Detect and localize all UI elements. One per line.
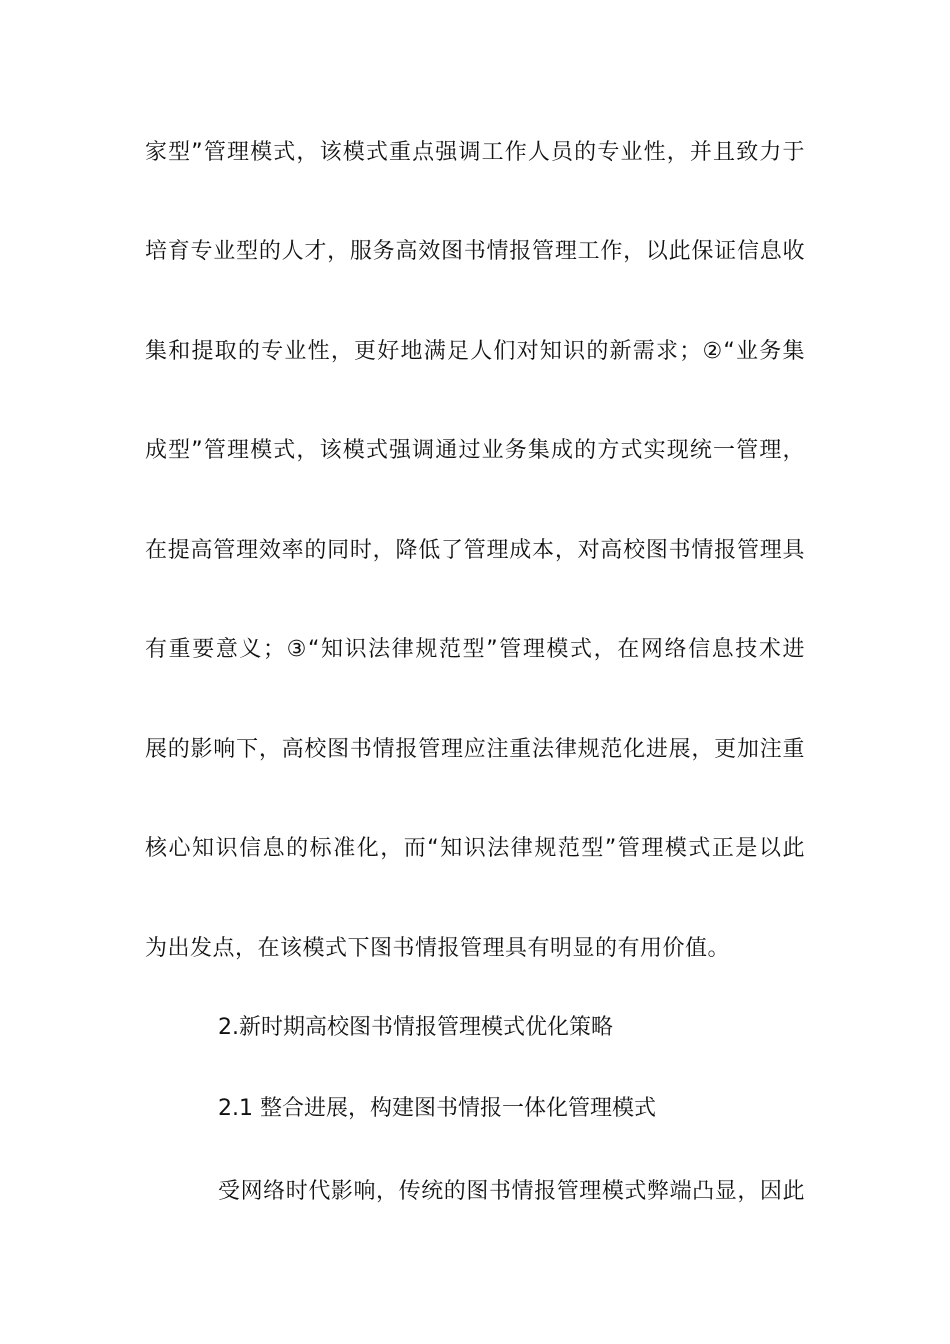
body-text-line-last: 为出发点，在该模式下图书情报管理具有明显的有用价值。 [145, 936, 731, 961]
subsection-heading: 2.1 整合进展，构建图书情报一体化管理模式 [218, 1096, 656, 1121]
body-text-line: 有重要意义；③“知识法律规范型”管理模式，在网络信息技术进 [145, 637, 805, 662]
body-text-line: 家型”管理模式，该模式重点强调工作人员的专业性，并且致力于 [145, 140, 805, 165]
body-text-line: 展的影响下，高校图书情报管理应注重法律规范化进展，更加注重 [145, 737, 805, 762]
paragraph-first-line: 受网络时代影响，传统的图书情报管理模式弊端凸显，因此 [218, 1179, 805, 1204]
section-heading: 2.新时期高校图书情报管理模式优化策略 [218, 1015, 613, 1040]
body-text-line: 集和提取的专业性，更好地满足人们对知识的新需求；②“业务集 [145, 339, 805, 364]
body-text-line: 成型”管理模式，该模式强调通过业务集成的方式实现统一管理， [145, 438, 805, 463]
body-text-line: 核心知识信息的标准化，而“知识法律规范型”管理模式正是以此 [145, 836, 805, 861]
body-text-line: 培育专业型的人才，服务高效图书情报管理工作，以此保证信息收 [145, 239, 805, 264]
body-text-line: 在提高管理效率的同时，降低了管理成本，对高校图书情报管理具 [145, 538, 805, 563]
